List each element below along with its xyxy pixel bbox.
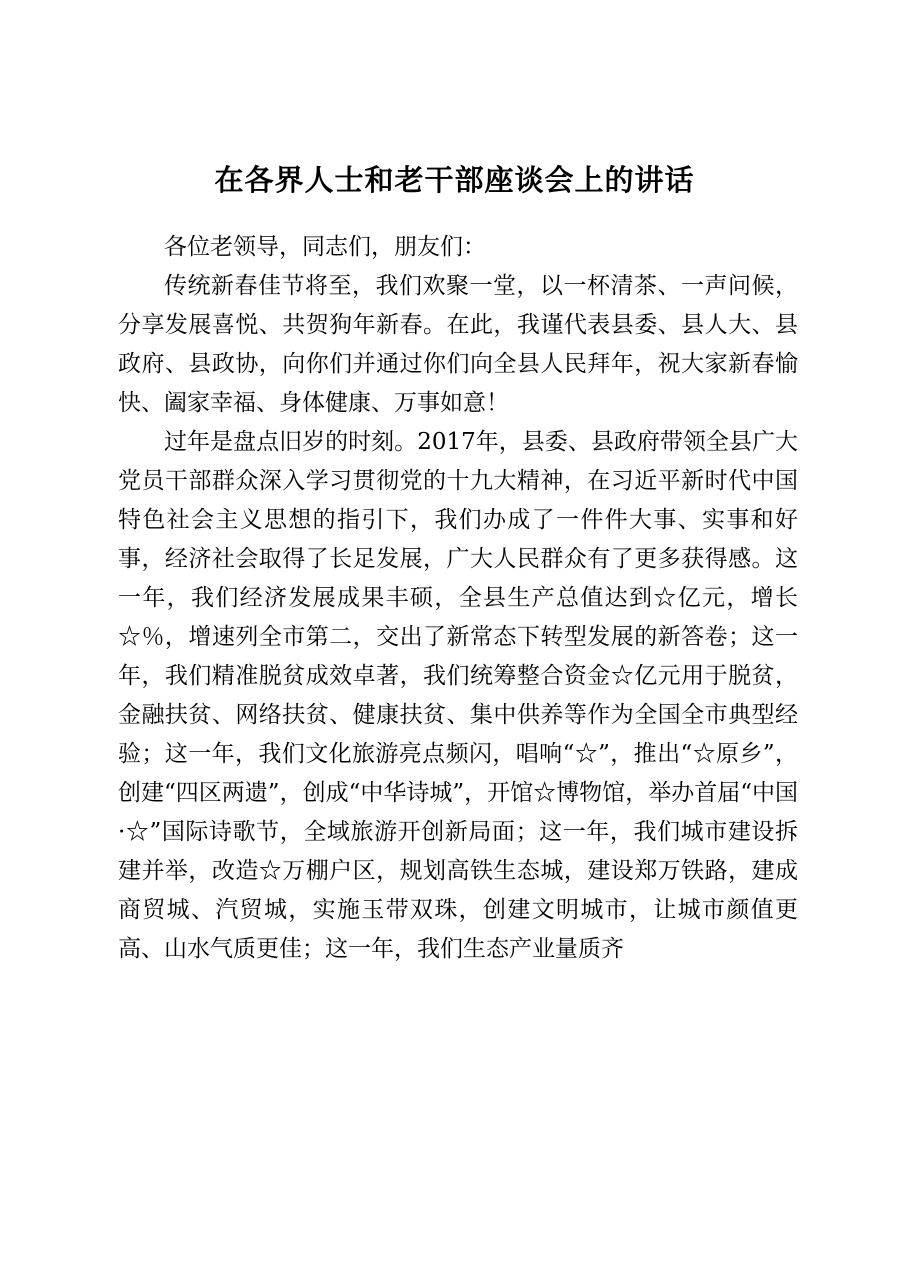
salutation-paragraph: 各位老领导，同志们，朋友们：	[164, 234, 486, 260]
document-title: 在各界人士和老干部座谈会上的讲话	[214, 163, 695, 197]
review-paragraph: 过年是盘点旧岁的时刻。2017年，县委、县政府带领全县广大党员干部群众深入学习贯彻党的十九大精神，在习近平新时代中国特色社会主义思想的指引下，我们办成了一件件大事、实事和好事，经济社会取得了长足发展，广大人民群众有了更多获得感。这一年，我们经济发展成果丰硕，全县生产总值达到☆亿元，增长☆％，增速列全市第二，交出了新常态下转型发展的新答卷；这一年，我们精准脱贫成效卓著，我们统筹整合资金☆亿元用于脱贫，金融扶贫、网络扶贫、健康扶贫、集中供养等作为全国全市典型经验；这一年，我们文化旅游亮点频闪，唱响“☆”，推出“☆原乡”，创建“四区两遗”，创成“中华诗城”，开馆☆博物馆，举办首届“中国·☆”国际诗歌节，全域旅游开创新局面；这一年，我们城市建设拆建并举，改造☆万棚户区，规划高铁生态城，建设郑万铁路，建成商贸城、汽贸城，实施玉带双珠，创建文明城市，让城市颜值更高、山水气质更佳；这一年，我们生态产业量质齐	[118, 429, 798, 962]
document-body	[118, 228, 798, 969]
greeting-paragraph: 传统新春佳节将至，我们欢聚一堂，以一杯清茶、一声问候，分享发展喜悦、共贺狗年新春。在此，我谨代表县委、县人大、县政府、县政协，向你们并通过你们向全县人民拜年，祝大家新春愉快、阖家幸福、身体健康、万事如意！	[118, 273, 798, 416]
